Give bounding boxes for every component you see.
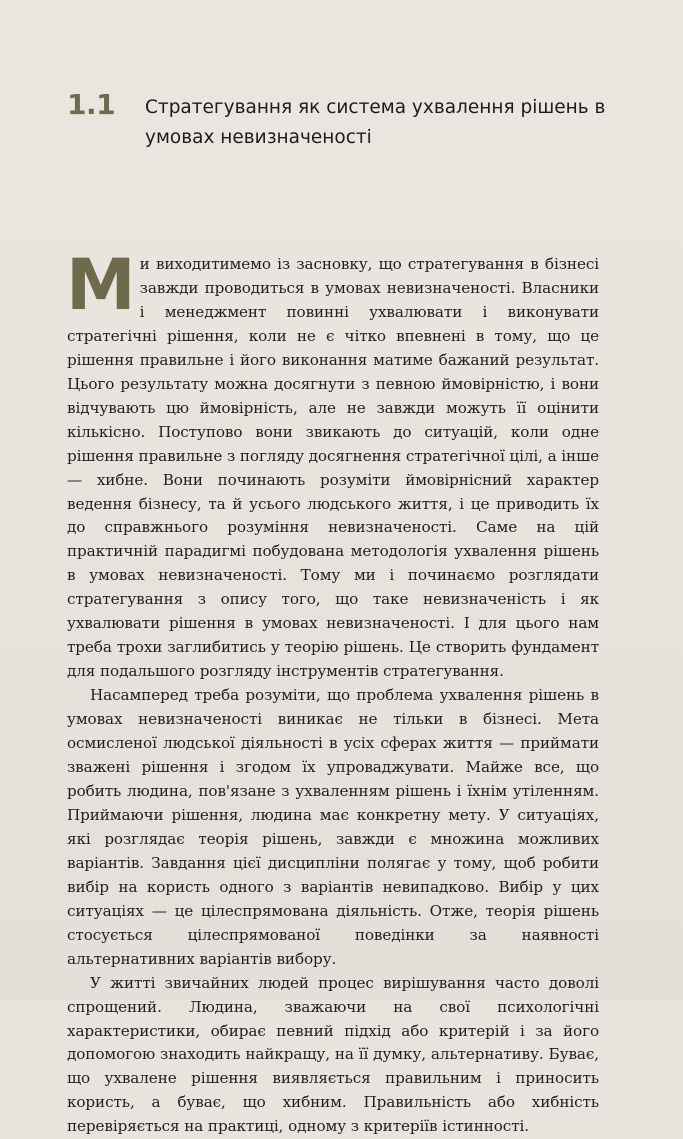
section-title: Стратегування як система ухвалення рішень в умовах невизначеності: [145, 97, 606, 148]
section-number: 1.1: [67, 88, 116, 121]
paragraph-2: Насамперед треба розуміти, що проблема ухвалення рішень в умовах невизначеності виникає не тільки в бізнесі. Мета осмисленої людської діяльності в усіх сферах життя — приймати зважені рішення і згодом їх упроваджувати. Майже все, що робить людина, пов'язане з ухваленням рішень і їхнім утіленням. Приймаючи рішення, людина має конкретну мету. У ситуаціях, які розглядає теорія рішень, завжди є множина можливих варіантів. Завдання цієї дисципліни полягає у тому, щоб робити вибір на користь одного з варіантів невипадково. Вибір у цих ситуаціях — це цілеспрямована діяльність. Отже, теорія рішень стосується цілеспрямованої поведінки за наявності альтернативних варіантів вибору.: [67, 686, 599, 968]
paragraph-1: [66, 244, 599, 684]
paragraph-1-text: и виходитимемо із засновку, що стратегування в бізнесі завжди проводиться в умовах невизначеності. Власники і менеджмент повинні ухвалювати і виконувати стратегічні рішення, коли не є чітко впевнені в тому, що це рішення правильне і його виконання матиме бажаний результат. Цього результату можна досягнути з певною ймовірністю, і вони відчувають цю ймовірність, але не завжди можуть її оцінити кількісно. Поступово вони звикають до ситуацій, коли одне рішення правильне з погляду досягнення стратегічної цілі, а інше — хибне. Вони починають розуміти ймовірнісний характер ведення бізнесу, та й усього людського життя, і це приводить їх до справжнього розуміння невизначеності. Саме на цій практичній парадигмі побудована методологія ухвалення рішень в умовах невизначеності. Тому ми і починаємо розглядати стратегування з опису того, що таке невизначеність і як ухвалювати рішення в умовах невизначеності. І для цього нам треба трохи заглибитись у теорію рішень. Це створить фундамент для подальшого розгляду інструментів стратегування.: [67, 255, 599, 681]
body-text: [66, 244, 599, 1139]
drop-cap: М: [66, 244, 134, 326]
paragraph-3: У житті звичайних людей процес вирішування часто доволі спрощений. Людина, зважаючи на свої психологічні характеристики, обирає певний підхід або критерій і за його допомогою знаходить найкращу, на її думку, альтернативу. Буває, що ухвалене рішення виявляється правильним і приносить користь, а буває, що хибним. Правильність або хибність перевіряється на практиці, одному з критеріїв істинності.: [67, 973, 599, 1136]
